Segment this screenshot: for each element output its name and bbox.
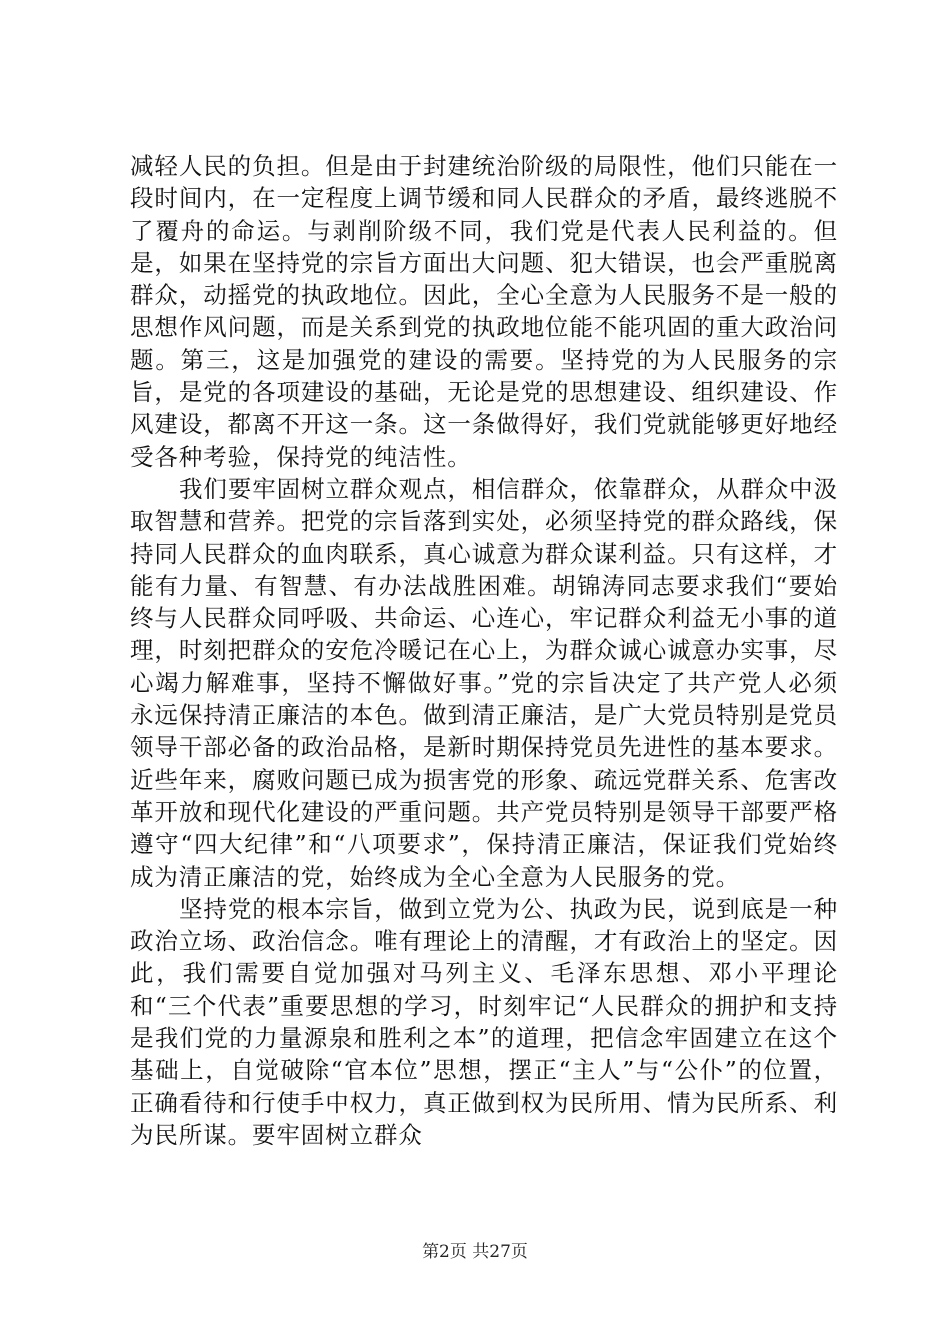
page-footer: 第2页 共27页	[422, 1242, 528, 1262]
document-body	[130, 150, 838, 1151]
paragraph-2: 我们要牢固树立群众观点，相信群众，依靠群众，从群众中汲取智慧和营养。把党的宗旨落到实处，必须坚持党的群众路线，保持同人民群众的血肉联系，真心诚意为群众谋利益。只有这样，才能有力量、有智慧、有办法战胜困难。胡锦涛同志要求我们“要始终与人民群众同呼吸、共命运、心连心，牢记群众利益无小事的道理，时刻把群众的安危冷暖记在心上，为群众诚心诚意办实事，尽心竭力解难事，坚持不懈做好事。”党的宗旨决定了共产党人必须永远保持清正廉洁的本色。做到清正廉洁，是广大党员特别是党员领导干部必备的政治品格，是新时期保持党员先进性的基本要求。近些年来，腐败问题已成为损害党的形象、疏远党群关系、危害改革开放和现代化建设的严重问题。共产党员特别是领导干部要严格遵守“四大纪律”和“八项要求”，保持清正廉洁，保证我们党始终成为清正廉洁的党，始终成为全心全意为人民服务的党。	[130, 474, 838, 891]
paragraph-1: 减轻人民的负担。但是由于封建统治阶级的局限性，他们只能在一段时间内，在一定程度上调节缓和同人民群众的矛盾，最终逃脱不了覆舟的命运。与剥削阶级不同，我们党是代表人民利益的。但是，如果在坚持党的宗旨方面出大问题、犯大错误，也会严重脱离群众，动摇党的执政地位。因此，全心全意为人民服务不是一般的思想作风问题，而是关系到党的执政地位能不能巩固的重大政治问题。第三，这是加强党的建设的需要。坚持党的为人民服务的宗旨，是党的各项建设的基础，无论是党的思想建设、组织建设、作风建设，都离不开这一条。这一条做得好，我们党就能够更好地经受各种考验，保持党的纯洁性。	[130, 152, 838, 471]
paragraph-3: 坚持党的根本宗旨，做到立党为公、执政为民，说到底是一种政治立场、政治信念。唯有理论上的清醒，才有政治上的坚定。因此，我们需要自觉加强对马列主义、毛泽东思想、邓小平理论和“三个代表”重要思想的学习，时刻牢记“人民群众的拥护和支持是我们党的力量源泉和胜利之本”的道理，把信念牢固建立在这个基础上，自觉破除“官本位”思想，摆正“主人”与“公仆”的位置，正确看待和行使手中权力，真正做到权为民所用、情为民所系、利为民所谋。要牢固树立群众	[130, 894, 838, 1149]
